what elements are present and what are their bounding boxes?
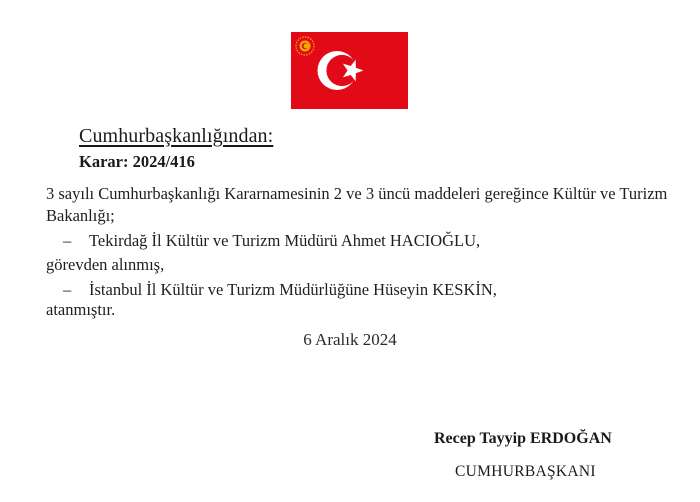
decision-number: Karar: 2024/416: [79, 152, 195, 171]
issuing-authority: Cumhurbaşkanlığından:: [79, 125, 274, 147]
list-item-appointment: [63, 280, 497, 300]
paragraph-intro-line-1: 3 sayılı Cumhurbaşkanlığı Kararnamesinin 2 ve 3 üncü maddeleri gereğince Kültür ve Turizm: [46, 184, 668, 203]
removal-statement: görevden alınmış,: [46, 255, 165, 274]
dash-marker: –: [63, 280, 72, 299]
paragraph-intro-line-2: Bakanlığı;: [46, 206, 115, 225]
decree-date: 6 Aralık 2024: [303, 330, 397, 349]
list-item-text: İstanbul İl Kültür ve Turizm Müdürlüğüne Hüseyin KESKİN,: [89, 280, 497, 299]
signatory-name: Recep Tayyip ERDOĞAN: [434, 430, 612, 447]
turkish-flag-icon: [291, 32, 408, 109]
list-item-text: Tekirdağ İl Kültür ve Turizm Müdürü Ahmet HACIOĞLU,: [89, 231, 481, 250]
dash-marker: –: [63, 231, 72, 250]
signatory-title: CUMHURBAŞKANI: [455, 463, 596, 480]
list-item-removal: [63, 231, 480, 251]
appointment-statement: atanmıştır.: [46, 300, 116, 319]
